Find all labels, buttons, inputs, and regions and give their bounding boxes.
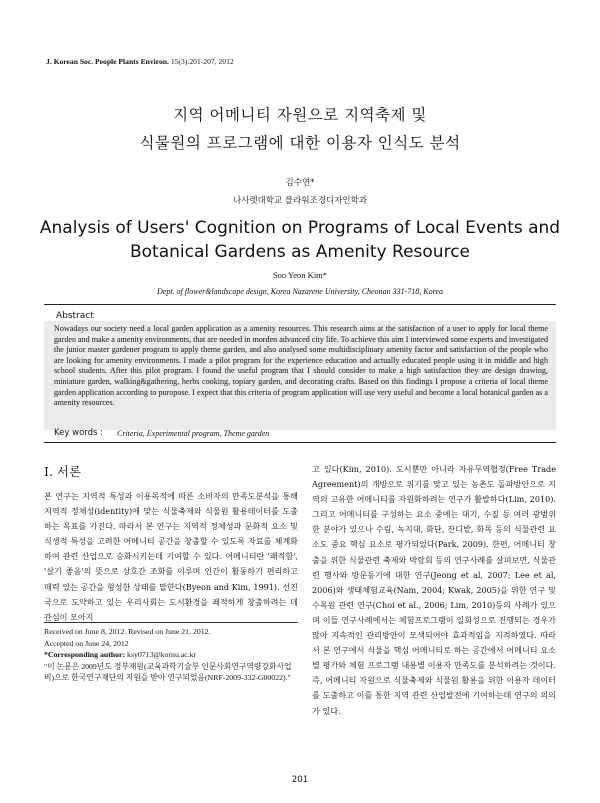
footnote: [44, 626, 298, 684]
department-english: Dept. of flower&landscape design, Korea Nazarene University, Cheonan 331-718, Korea: [157, 287, 443, 296]
corresponding-author: *Corresponding author: ksy0713@kornu.ac.kr: [44, 650, 197, 660]
affiliation-korean: 나사렛대학교 플라워조경디자인학과: [232, 196, 368, 206]
body-column-right: [312, 462, 556, 719]
keywords-label: Key words :: [54, 428, 103, 438]
section-heading: Ⅰ. 서론: [44, 464, 82, 479]
keywords-text: Criteria, Experimental program, Theme garden: [117, 429, 270, 438]
english-title-line-2: Botanical Gardens as Amenity Resource: [129, 242, 471, 262]
korean-title-line-2: 식물원의 프로그램에 대한 이용자 인식도 분석: [139, 134, 461, 152]
funding-note: "이 논문은 2009년도 정부재원(교육과학기술부 인문사회연구역량강화사업비)으로 한국연구재단의 지원을 받아 연구되었음(NRF-2009-332-G00022).": [44, 661, 292, 683]
accepted-date: Accepted on June 24, 2012: [44, 638, 129, 648]
received-date: Received on June 8, 2012. Revised on June 21, 2012.: [44, 627, 211, 636]
page-number: 201: [291, 775, 309, 785]
english-title-line-1: Analysis of Users' Cognition on Programs of Local Events and: [39, 218, 561, 238]
author-english: Soo Yeon Kim*: [272, 270, 328, 280]
keywords-rule: [44, 442, 556, 443]
author-korean: 김수연*: [285, 178, 315, 188]
abstract-label: Abstract: [56, 311, 94, 321]
body-column-left: [44, 489, 298, 625]
journal-citation: J. Korean Soc. People Plants Environ. 15(3):201-207, 2012: [46, 57, 234, 66]
right-paragraph: 고 있다(Kim, 2010). 도시뿐만 아니라 자유무역협정(Free Trade Agreement)의 개방으로 위기를 맞고 있는 농촌도 돌파방안으로 지역의 고유한 어메니티를 자원화하려는 연구가 활발하다(Lim, 2010). 그리고 어메니티를 구성하는 요소 중에는 대기, 수질 등 여러 광범위한 분야가 있으나 수림, 녹지대, 화단, 잔디밭, 화목 등의 식물관련 요소도 중요 핵심 요소로 평가되었다(Park, 2009). 한편, 어메니티 창출을 위한 식물관련 축제와 박람회 등의 연구사례를 살펴보면, 식물관련 행사와 방문동기에 대한 연구(Jeong et al, 2007; Lee et al, 2006)와 생태체험교육(Nam, 2004; Kwak, 2005)을 위한 연구 및 수목원 관련 연구(Choi et al., 2006; Lim, 2010)등의 사례가 있으며 이들 연구사례에서는 체험프로그램이 일회성으로 진행되는 경우가 많아 지속적인 관리방안이 모색되어야 효과적임을 지적하였다. 따라서 본 연구에서 식물을 핵심 어메니티로 하는 공간에서 어메니티 요소별 평가와 체험 프로그램 내용별 이용자 만족도를 분석하려는 것이다. 즉, 어메니티 자원으로 식물축제와 식물원 활용을 위한 이용자 데이터를 도출하고 이를 통한 지역 관련 산업발전에 기여하는데 연구의 의의가 있다.: [312, 464, 556, 716]
top-rule: [44, 304, 556, 305]
abstract-text: Nowadays our society need a local garden application as a amenity resources. This research aims at the satisfaction of a user to apply for local theme garden and make a amenity environments, that are needed in morden advanced city life. To achieve this aim I interviewed some experts and investigated the junior master gardener program to apply theme garden, and also analysed some multidisciplinary amenity factor and satisfaction of the people who are looking for amenity environments. I made a pilot program for the experience education and actually educated people using it in middle and high school students. After this pilot program. I found the useful program that I should consider to make a high satisfaction they are design drawing, miniature garden, walking&gathering, herbs cooking, topiary garden, and decorating crafts. Based on this findings I propose a criteria of local theme garden application according to puropose. I expect that this criteria of program application will use very useful and become a local botanical garden as a amenity resources.: [54, 324, 548, 408]
korean-title-line-1: 지역 어메니티 자원으로 지역축제 및: [173, 106, 427, 124]
left-paragraph: 본 연구는 지역적 특성과 이용목적에 따른 소비자의 만족도분석을 통해 지역적 정체성(identity)에 맞는 식물축제와 식물원 활용테이터를 도출하는 목표를 가진다. 따라서 본 연구는 지역적 정체성과 문화적 요소 및 식생적 특성을 고려한 어메니티 공간을 창출할 수 있도록 자료를 체계화하여 관련 산업으로 승화시키는데 기여할 수 있다. 어메니티란 '쾌적함', '살기 좋음'의 뜻으로 상호간 조화를 이루며 인간이 활동하기 편리하고 매력 있는 공간을 형성한 상태를 말한다(Byeon and Kim, 1991). 선진국으로 도약하고 있는 우리사회는 도시환경을 쾌적하게 창출하려는 데 관심이 모아지: [44, 491, 298, 622]
footnote-rule: [44, 622, 298, 623]
corresponding-email[interactable]: ksy0713@kornu.ac.kr: [125, 650, 197, 660]
